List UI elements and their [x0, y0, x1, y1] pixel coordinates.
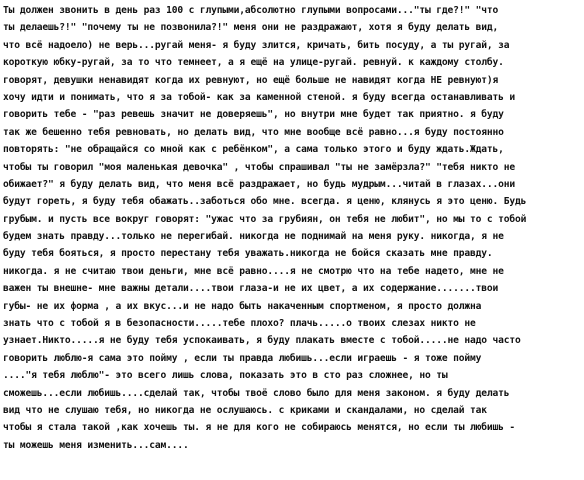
text-line: обижает?" я буду делать вид, что меня всё раздражает, но будь мудрым...читай в глазах...они — [3, 178, 515, 190]
text-line: Ты должен звонить в день раз 100 с глупыми,абсолютно глупыми вопросами..."ты где?!" "что — [3, 5, 499, 16]
text-line: говорят, девушки ненавидят когда их ревнуют, но ещё больше не навидят когда НЕ ревнуют)я — [3, 74, 499, 86]
text-line: ты делаешь?!" "почему ты не позвонила?!" меня они не раздражают, хотя я буду делать вид, — [3, 22, 499, 34]
text-line: будут гореть, я буду тебя обажать..заботься обо мне. всегда. я ценю, клянусь я это ценю. Будь — [3, 196, 527, 208]
text-line: повторять: "не обращайся со мной как с ребёнком", а сама только этого и буду ждать.Ждать, — [3, 144, 504, 156]
text-line: чтобы я стала такой ,как хочешь ты. я не для кого не собираюсь менятся, но если ты любишь - — [3, 422, 515, 434]
text-line: ты можешь меня изменить...сам.... — [3, 439, 189, 451]
text-line: говорить люблю-я сама это пойму , если ты правда любишь...если играешь - я тоже пойму — [3, 352, 482, 364]
text-line: чтобы ты говорил "моя маленькая девочка" , чтобы спрашивал "ты не замёрзла?" "тебя никто не — [3, 161, 515, 173]
text-line: важен ты внешне- мне важны детали....твои глаза-и не их цвет, а их содержание.......твои — [3, 283, 499, 295]
text-line: узнает.Никто.....я не буду тебя успокаивать, я буду плакать вместе с тобой.....не надо часто — [3, 335, 521, 347]
text-line: что всё надоело) не верь...ругай меня- я буду злится, кричать, бить посуду, а ты ругай, за — [3, 39, 510, 51]
text-line: сможешь...если любишь....сделай так, чтобы твоё слово было для меня законом. я буду делать — [3, 387, 510, 399]
text-line: хочу идти и понимать, что я за тобой- как за каменной стеной. я буду всегда останавливать и — [3, 91, 515, 103]
text-line: вид что не слушаю тебя, но никогда не ослушаюсь. с криками и скандалами, но сделай так — [3, 404, 487, 416]
document-text — [3, 2, 583, 454]
text-line: ...."я тебя люблю"- это всего лишь слова, показать это в сто раз сложнее, но ты — [3, 370, 448, 382]
text-line: буду тебя бояться, я просто перестану тебя уважать.никогда не бойся сказать мне правду. — [3, 248, 493, 260]
text-line: никогда. я не считаю твои деньги, мне всё равно....я не смотрю что на тебе надето, мне не — [3, 265, 504, 277]
text-line: знать что с тобой я в безопасности.....тебе плохо? плачь.....о твоих слезах никто не — [3, 318, 476, 330]
text-line: будем знать правду...только не перегибай. никогда не поднимай на меня руку. никогда, я не — [3, 231, 504, 243]
text-line: так же бешенно тебя ревновать, но делать вид, что мне вообще всё равно...я буду постоянно — [3, 126, 504, 138]
text-line: грубым. и пусть все вокруг говорят: "ужас что за грубиян, он тебя не любит", но мы то с тобой — [3, 213, 527, 225]
text-line: короткую юбку-ругай, за то что темнеет, а я ещё на улице-ругай. ревнуй. к каждому столбу. — [3, 57, 504, 69]
text-line: говорить тебе - "раз ревешь значит не доверяешь", но внутри мне будет так приятно. я буду — [3, 109, 504, 121]
text-line: губы- не их форма , а их вкус...и не надо быть накаченным спортменом, я просто должна — [3, 300, 482, 312]
